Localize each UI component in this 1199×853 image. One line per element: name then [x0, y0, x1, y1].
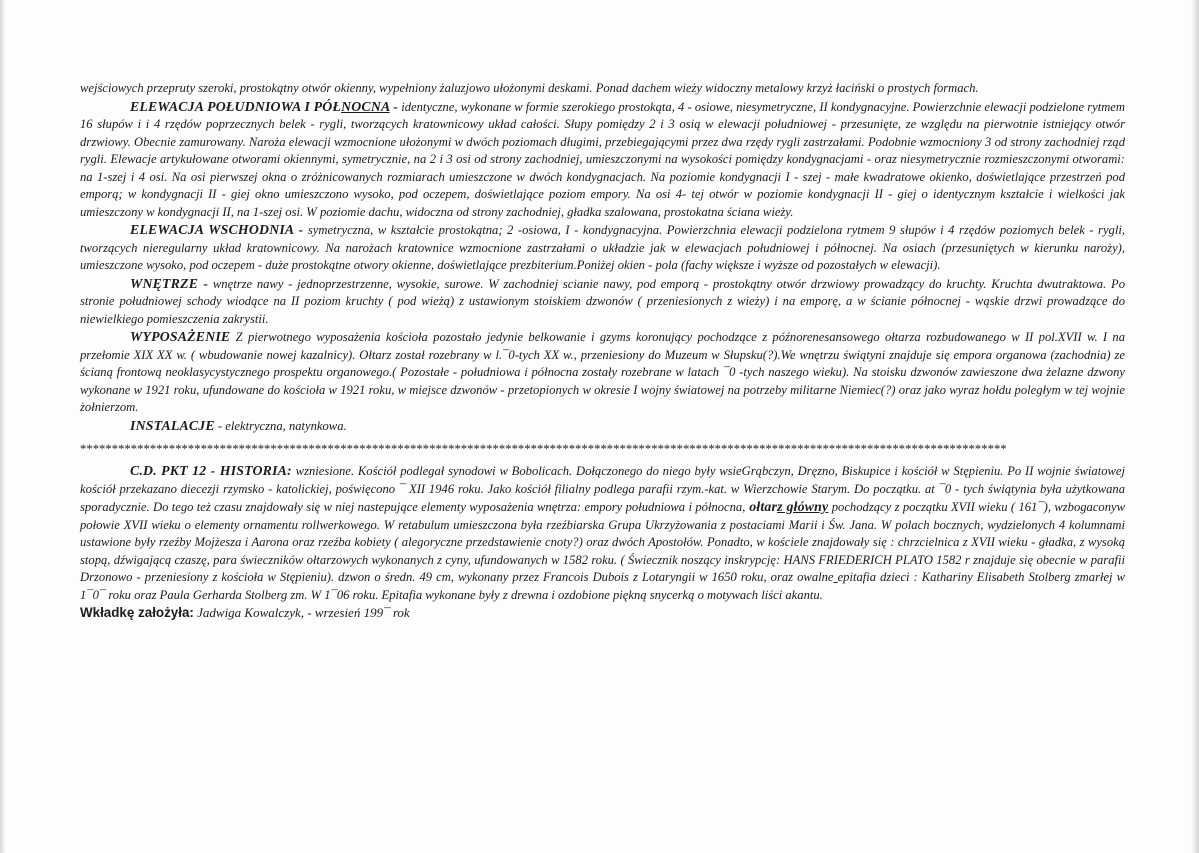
intro-paragraph: wejściowych przepruty szeroki, prostokątny otwór okienny, wypełniony żaluzjowo ułożonymi deskami. Ponad dachem wieży widoczny metalowy krzyż łaciński o prostych formach. — [80, 81, 979, 95]
heading-east: ELEWACJA WSCHODNIA - — [130, 222, 304, 237]
section-history — [80, 462, 1125, 604]
section-interior — [80, 275, 1125, 329]
text-furnishings: Z pierwotnego wyposażenia kościoła pozostało jedynie belkowanie i gzyms koronujący pochodzące z późnorenesansowego ołtarza rozbudowanego w II pol.XVII w. I na przełomie XIX XX w. ( wbudowanie nowej kazalnicy). Ołtarz został rozebrany w l.¯0-tych XX w., przeniesiony do Muzeum w Słupsku(?).We wnętrzu świątyni znajduje się empora organowa (zachodnia) ze ścianą frontową neoklasycystycznego prospektu organowego.( Pozostałe - południowa i północna zostały rozebrane w latach ¯0 -tych naszego wieku). Na stoisku dzwonów zawieszone dwa żelazne dzwony wykonane w 1921 roku, ufundowane do kościoła w 1921 roku, w miejsce dzwonów - przetopionych w okresie I wojny światowej na potrzeby militarne Niemiec(?) oraz jako wyraz hołdu poległym w tej wojnie żołnierzom. — [80, 330, 1125, 414]
heading-installations: INSTALACJE — [130, 417, 215, 433]
section-installations — [80, 417, 1125, 436]
scan-edge-right — [1191, 0, 1199, 853]
text-interior: wnętrze nawy - jednoprzestrzenne, wysokie, surowe. W zachodniej scianie nawy, pod emporą - prostokątny otwór drzwiowy prowadzący do kruchty. Kruchta dwutraktowa. Po stronie południowej schody wiodące na II poziom kruchty ( pod wieżą) z ustawionym stoiskiem dzwonów ( przeniesionych z wieży) i na emporę, a w ścianie północnej - wąskie drzwi prowadzące do niewielkiego pomieszczenia zakrystii. — [80, 276, 1125, 326]
section-east-elevation — [80, 221, 1125, 275]
text-history-1: wzniesione. Kościół podlegał synodowi w Bobolicach. Dołączonego do niego były wsieGrąbczyn, Dręzno, Biskupice i kościół w Stępieniu. Po II wojnie światowej kościół przekazano diecezji rzymsko - katolickiej, poświęcono ¯ XII 1946 roku. Jako kościół filialny podlega parafii rzym.-kat. w Wierzchowie Starym. Do początku. at ¯0 - tych świątynia była użytkowana sporadycznie. Do tego też czasu znajdowały się w niej nastepujące elementy wyposażenia wnętrza: empory południowa i północna, — [80, 464, 1125, 514]
heading-interior: WNĘTRZE - — [130, 275, 209, 291]
text-history-3: epitafia dzieci : Kathariny Elisabeth Stolberg zmarłej w 1¯0¯ roku oraz Paula Gerharda Stolberg zm. W 1¯06 roku. Epitafia wykonane były z drewna i ozdobione piękną snycerką o motywach liści akantu. — [80, 570, 1126, 602]
footer-author-line — [80, 604, 1125, 622]
text-history-2: pochodzący z początku XVII wieku ( 161¯), wzbogaconyw połowie XVII wieku o elementy ornamentu rollwerkowego. W retabulum umieszczona była rzeźbiarska Grupa Ukrzyżowania z postaciami Marii i Św. Jana. W polach bocznych, wydzielonych 4 kolumnami ustawione były rzeźby Mojżesza i Aarona oraz rzeźba kobiety ( alegoryczne przedstawienie cnoty?) oraz dwóch Apostołów. Ponadto, w kościele znajdowały się : chrzcielnica z XVII wieku - gładka, z wysoką stopą, dźwigającą czaszę, para świeczników ołtarzowych wykonanych z cyny, ufundowanych w 1582 roku. ( Świecznik noszący inskrypcję: HANS FRIEDERICH PLATO 1582 r znajduje się obecnie w parafii Drzonowo - przeniesiony z kościoła w Stępieniu). dzwon o średn. 49 cm, wykonany przez Francois Dubois z Lotaryngii w 1650 roku, oraz owalne — [80, 500, 1126, 584]
scan-edge-left — [0, 0, 6, 853]
text-east: symetryczna, w kształcie prostokątna; 2 -osiowa, I - kondygnacyjna. Powierzchnia elewacji podzielona rytmem 9 słupów i 4 rzędów poziomych belek - rygli, tworzących nieregularny układ kratownicowy. Na narożach kratownice wzmocnione zastrzałami o układzie jak w elewacjach południowej i północnej. Na osiach (przesuniętych w kierunku naroży), umieszczone wysoko, pod oczepem - duże prostokątne otwory okienne, doświetlające prezbiterium.Poniżej okien - pola (fachy większe i wyższe od pozostałych w elewacji). — [80, 223, 1125, 272]
section-furnishings — [80, 328, 1125, 417]
heading-furnishings: WYPOSAŻENIE — [130, 329, 231, 344]
footer-label: Wkładkę założyła: — [80, 605, 194, 620]
separator-stars: ************************************************************************************************************************************************** — [80, 442, 1007, 456]
heading-history: C.D. PKT 12 - HISTORIA: — [130, 463, 292, 478]
text-south-north: identyczne, wykonane w formie szerokiego prostokąta, 4 - osiowe, niesymetryczne, II kondygnacyjne. Powierzchnie elewacji podzielone rytmem 16 słupów i i 4 rzędów poprzecznych belek - rygli, tworzących kratownicowy układ całości. Słupy pomiędzy 2 i 3 osią w elewacji południowej - przesunięte, ze względu na pierwotnie istniejący otwór drzwiowy. Obecnie zamurowany. Naroża elewacji wzmocnione ułożonymi w dwóch poziomach długimi, przebiegającymi przez dwa rzędy rygli zastrzałami. Podobnie wzmocniony 3 od strony zachodniej rząd rygli. Elewacje artykułowane otworami okiennymi, symetrycznie, na 2 i 3 osi od strony zachodniej, umieszczonymi na wysokości pomiędzy kondygnacjami - oraz niesymetrycznie rozmieszczonymi otworami: na 1-szej i 4 osi. Na osi pierwszej okna o zróżnicowanych rozmiarach umieszczone w dwóch kondygnacjach. Na poziomie kondygnacji I - szej - małe kwadratowe okienko, doświetlające przestrzeń pod emporą; w kondygnacji II - giej okno umieszczono wysoko, pod oczepem, doświetlające poziom empory. Na osi 4- tej otwór w poziomie kondygnacji II - giej o identycznym kształcie i wielkości jak umieszczony w kondygnacji II, na 1-szej osi. W poziomie dachu, widoczna od strony zachodniej, gładka szalowana, prostokatna ściana wieży. — [80, 99, 1125, 219]
document-page — [80, 80, 1125, 622]
text-installations: - elektryczna, natynkowa. — [214, 418, 347, 433]
footer-author: Jadwiga Kowalczyk, - wrzesień 199¯ rok — [193, 605, 410, 620]
heading-south-north: ELEWACJA POŁUDNIOWA I PÓŁNOCNA - — [130, 98, 399, 114]
section-south-north-elevation — [80, 98, 1125, 222]
text-history-main-altar: ołtarz główny — [745, 499, 829, 514]
